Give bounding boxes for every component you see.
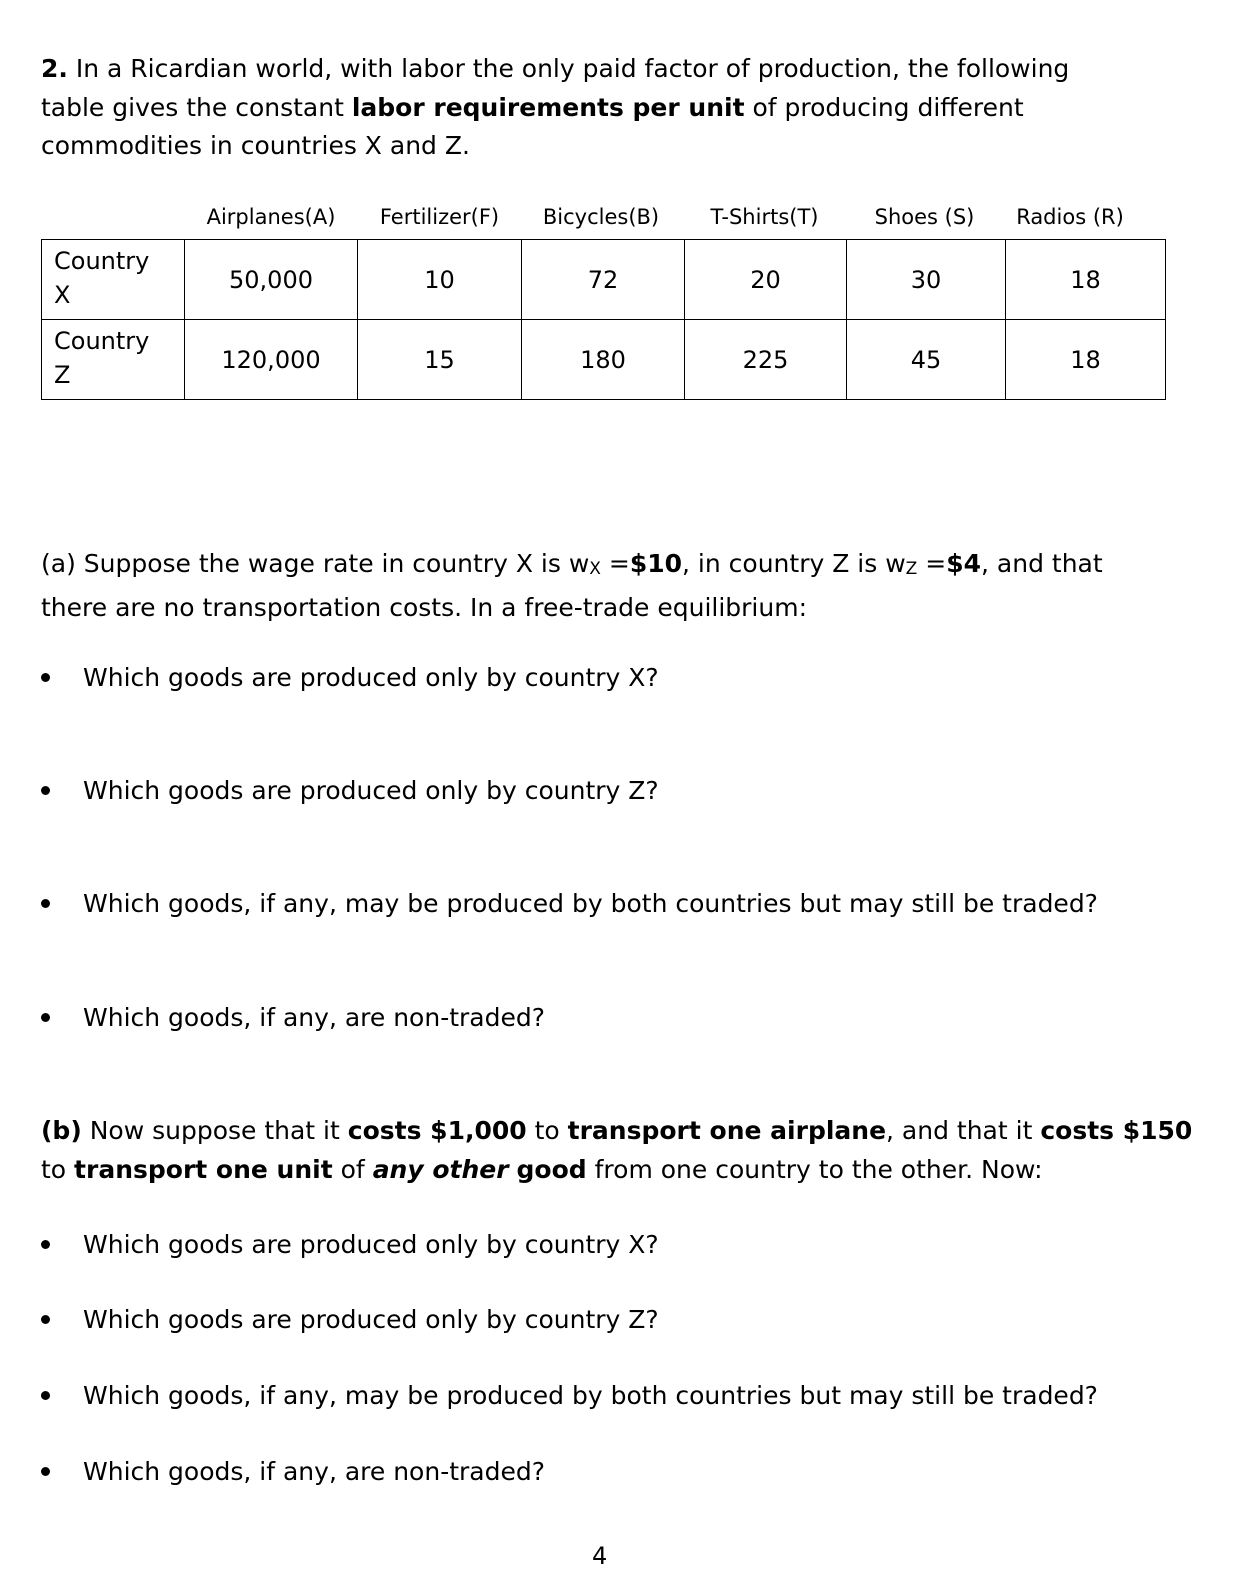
part-b-l2f: from one country to the other. Now: [586, 1154, 1043, 1184]
bullet-icon [41, 1391, 50, 1400]
intro-line-2-bold: labor requirements per unit [351, 92, 745, 122]
part-b-line-1 [41, 1112, 1192, 1151]
cell-z-radios: 18 [1006, 320, 1166, 400]
question-text: Which goods are produced only by country Z? [83, 1305, 659, 1334]
cell-x-fertilizer: 10 [358, 240, 522, 320]
part-a-label: (a) [41, 549, 76, 578]
part-b-t3: , and that it [886, 1116, 1041, 1145]
row-label-line1: Country [54, 247, 150, 275]
column-header-fertilizer: Fertilizer(F) [379, 205, 500, 229]
bullet-icon [41, 1467, 50, 1476]
row-label-line1: Country [54, 327, 150, 355]
part-b-l2d [509, 1155, 517, 1184]
part-b-paragraph [41, 1112, 1192, 1189]
cell-z-shoes: 45 [847, 320, 1006, 400]
part-a-text2: , in country Z is w [682, 549, 906, 578]
wage-subscript-z: Z [905, 559, 918, 579]
cell-x-radios: 18 [1006, 240, 1166, 320]
table-row-country-x [42, 240, 1166, 320]
wage-subscript-x: X [589, 559, 601, 579]
list-item [41, 1302, 659, 1338]
part-a-eq2: = [917, 549, 947, 578]
row-label-country-x [42, 240, 185, 320]
page-number: 4 [592, 1542, 608, 1570]
part-b-line-2 [41, 1151, 1192, 1190]
part-a-paragraph [41, 545, 1103, 627]
question-text: Which goods, if any, are non-traded? [83, 1003, 546, 1032]
column-header-airplanes: Airplanes(A) [206, 205, 336, 229]
bullet-icon [41, 673, 50, 682]
part-b-l2i: any other [372, 1154, 509, 1184]
cell-z-bicycles: 180 [522, 320, 685, 400]
intro-line-1-text: In a Ricardian world, with labor the only paid factor of production, the following [67, 54, 1070, 83]
part-a-text3: , and that [981, 549, 1103, 578]
labor-requirements-table [41, 239, 1166, 400]
column-header-bicycles: Bicycles(B) [542, 205, 660, 229]
intro-paragraph [41, 50, 1069, 166]
other-good-cost: costs $150 [1040, 1116, 1193, 1145]
row-label-line2: X [54, 281, 71, 309]
column-header-radios: Radios (R) [1016, 205, 1124, 229]
cell-x-airplanes: 50,000 [185, 240, 358, 320]
column-header-shoes: Shoes (S) [874, 205, 975, 229]
part-b-l2b: transport one unit [74, 1154, 333, 1184]
intro-line-2-after: of producing different [744, 92, 1024, 122]
cell-z-airplanes: 120,000 [185, 320, 358, 400]
row-label-country-z [42, 320, 185, 400]
cell-z-fertilizer: 15 [358, 320, 522, 400]
list-item [41, 660, 659, 696]
list-item [41, 1378, 1098, 1414]
list-item [41, 1227, 659, 1263]
part-a-eq1: = [600, 549, 630, 578]
intro-line-3: commodities in countries X and Z. [41, 131, 470, 160]
part-b-l2c: of [332, 1154, 373, 1184]
list-item [41, 1000, 545, 1036]
question-text: Which goods are produced only by country X? [83, 1230, 659, 1259]
part-b-t2: to [526, 1116, 568, 1145]
question-text: Which goods are produced only by country Z? [83, 776, 659, 805]
list-item [41, 1454, 545, 1490]
part-a-line-2: there are no transportation costs. In a free-trade equilibrium: [41, 592, 807, 622]
question-text: Which goods are produced only by country X? [83, 663, 659, 692]
bullet-icon [41, 899, 50, 908]
question-text: Which goods, if any, are non-traded? [83, 1457, 546, 1486]
question-number: 2. [41, 54, 68, 83]
part-b-label: (b) [41, 1116, 82, 1145]
bullet-icon [41, 1315, 50, 1324]
part-a-text1: Suppose the wage rate in country X is w [75, 549, 590, 578]
table-row-country-z [42, 320, 1166, 400]
wage-value-z: $4 [946, 549, 982, 578]
bullet-icon [41, 786, 50, 795]
question-text: Which goods, if any, may be produced by both countries but may still be traded? [83, 889, 1098, 918]
row-label-line2: Z [54, 361, 71, 389]
part-b-t2b: transport one airplane [567, 1116, 887, 1145]
part-b-l2e: good [516, 1154, 587, 1184]
list-item [41, 773, 659, 809]
part-b-l2a: to [41, 1154, 75, 1184]
list-item [41, 886, 1098, 922]
column-header-tshirts: T-Shirts(T) [710, 205, 819, 229]
question-text: Which goods, if any, may be produced by both countries but may still be traded? [83, 1381, 1098, 1410]
wage-value-x: $10 [629, 549, 683, 578]
intro-line-1 [41, 50, 1069, 89]
bullet-icon [41, 1013, 50, 1022]
cell-x-tshirts: 20 [685, 240, 847, 320]
cell-x-shoes: 30 [847, 240, 1006, 320]
part-b-t1: Now suppose that it [81, 1116, 348, 1145]
part-a-line-1 [41, 545, 1103, 589]
intro-line-2-before: table gives the constant [41, 92, 352, 122]
cell-z-tshirts: 225 [685, 320, 847, 400]
airplane-cost: costs $1,000 [347, 1116, 527, 1145]
cell-x-bicycles: 72 [522, 240, 685, 320]
intro-line-2 [41, 89, 1069, 128]
bullet-icon [41, 1240, 50, 1249]
